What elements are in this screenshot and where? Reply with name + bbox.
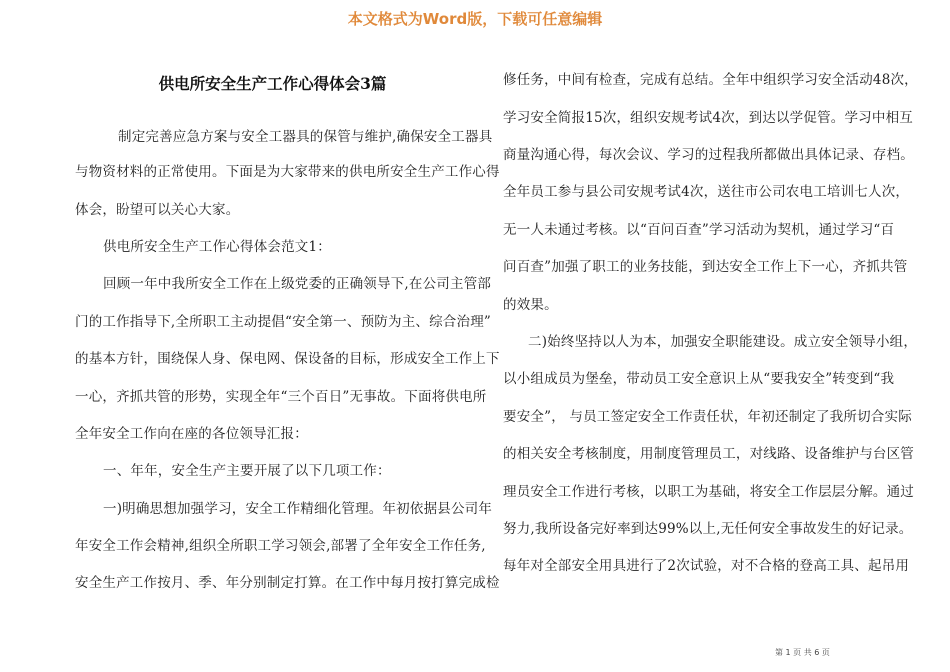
- left-body-text-line: 与物资材料的正常使用。下面是为大家带来的供电所安全生产工作心得: [75, 164, 500, 180]
- right-body-text-line: 理员安全工作进行考核，以职工为基础，将安全工作层层分解。通过: [503, 484, 914, 500]
- page-footer: 第 1 页 共 6 页: [775, 648, 830, 657]
- right-body-text-line: 二)始终坚持以人为本，加强安全职能建设。成立安全领导小组，: [528, 334, 918, 350]
- document-title: 供电所安全生产工作心得体会3篇: [158, 74, 387, 93]
- left-body-text-line: 一心，齐抓共管的形势，实现全年“三个百日”无事故。下面将供电所: [75, 389, 487, 405]
- right-body-text-line: 无一人未通过考核。以“百问百查”学习活动为契机，通过学习“百: [503, 222, 895, 238]
- left-body-text-line: 回顾一年中我所安全工作在上级党委的正确领导下,在公司主管部: [103, 276, 492, 292]
- left-body-text-line: 全年安全工作向在座的各位领导汇报：: [75, 426, 308, 442]
- left-body-text-line: 年安全工作会精神,组织全所职工学习领会,部署了全年安全工作任务,: [75, 538, 486, 554]
- left-body-text-line: 一)明确思想加强学习，安全工作精细化管理。年初依据县公司年: [103, 501, 493, 517]
- right-body-text-line: 修任务，中间有检查，完成有总结。全年中组织学习安全活动48次，: [503, 72, 918, 88]
- right-body-text-line: 的相关安全考核制度，用制度管理员工，对线路、设备维护与台区管: [503, 446, 914, 462]
- right-body-text-line: 全年员工参与县公司安规考试4次，送往市公司农电工培训七人次，: [503, 184, 910, 200]
- left-body-text-line: 安全生产工作按月、季、年分别制定打算。在工作中每月按打算完成检: [75, 575, 500, 591]
- right-body-text-line: 的效果。: [503, 297, 558, 313]
- left-body-text-line: 供电所安全生产工作心得体会范文1：: [103, 239, 331, 255]
- download-banner: 本文格式为Word版，下载可任意编辑: [347, 10, 603, 28]
- right-body-text-line: 要安全”， 与员工签定安全工作责任状，年初还制定了我所切合实际: [503, 409, 912, 425]
- left-body-text-line: 门的工作指导下,全所职工主动提倡“安全第一、预防为主、综合治理”: [75, 314, 491, 330]
- right-body-text-line: 努力,我所设备完好率到达99%以上,无任何安全事故发生的好记录。: [503, 521, 913, 537]
- right-body-text-line: 问百查”加强了职工的业务技能，到达安全工作上下一心，齐抓共管: [503, 259, 908, 275]
- right-body-text-line: 学习安全简报15次，组织安规考试4次，到达以学促管。学习中相互: [503, 110, 913, 126]
- left-body-text-line: 一、年年，安全生产主要开展了以下几项工作：: [103, 463, 391, 479]
- right-body-text-line: 以小组成员为堡垒，带动员工安全意识上从“要我安全”转变到“我: [503, 371, 895, 387]
- left-body-text-line: 的基本方针，围绕保人身、保电网、保设备的目标，形成安全工作上下: [75, 351, 500, 367]
- left-body-text-line: 制定完善应急方案与安全工器具的保管与维护,确保安全工器具: [118, 129, 493, 145]
- right-body-text-line: 每年对全部安全用具进行了2次试验，对不合格的登高工具、起吊用: [503, 558, 910, 574]
- right-body-text-line: 商量沟通心得，每次会议、学习的过程我所都做出具体记录、存档。: [503, 147, 914, 163]
- left-body-text-line: 体会，盼望可以关心大家。: [75, 202, 240, 218]
